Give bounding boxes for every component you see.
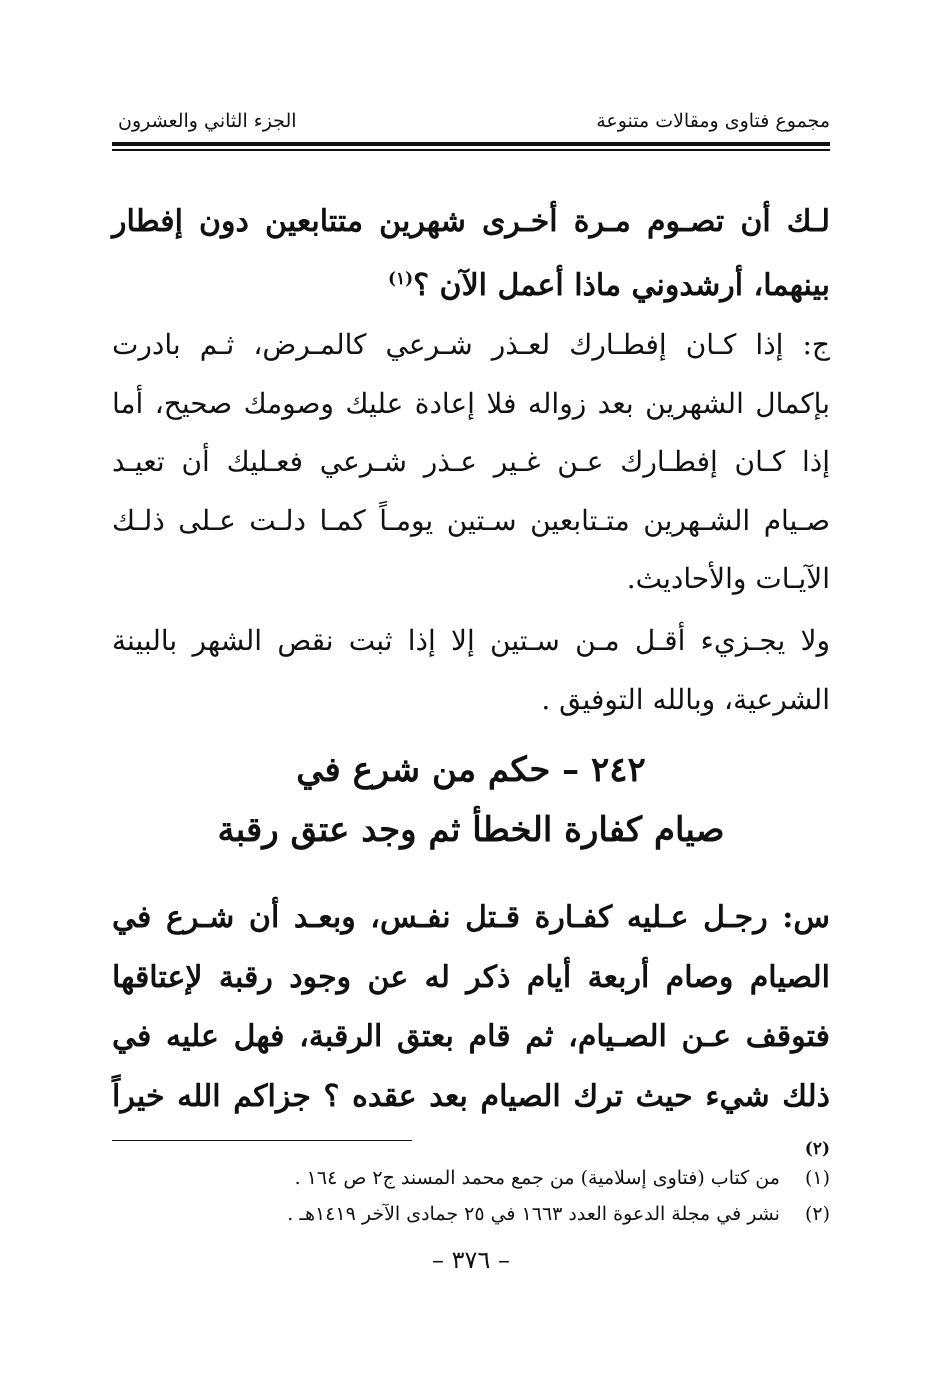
footnote-number: (٢) bbox=[804, 1203, 830, 1225]
fatwa-title-line-2: صيام كفارة الخطأ ثم وجد عتق رقبة bbox=[217, 810, 725, 850]
fatwa-title bbox=[112, 740, 830, 860]
document-page bbox=[112, 98, 830, 1298]
question-continuation-text: لـك أن تصـوم مـرة أخـرى شهرين متتابعين دون إفطار بينهما، أرشدوني ماذا أعمل الآن ؟ bbox=[112, 204, 830, 303]
footnotes bbox=[112, 1160, 830, 1232]
footnote-item bbox=[112, 1196, 830, 1232]
header-rule-thick bbox=[112, 142, 830, 146]
answer-paragraph-1: ج: إذا كـان إفطـارك لعـذر شـرعي كالمـرض، ثـم بادرت بإكمال الشهرين بعد زواله فلا إعادة عليك وصومك صحيح، أما إذا كـان إفطـارك عـن غـير عـذر شـرعي فعـليك أن تعيـد صـيام الشـهرين متـتابعين سـتين يومـاً كمـا دلـت عـلى ذلـك الآيـات والأحاديث. bbox=[112, 328, 830, 595]
page-number: – ٣٧٦ – bbox=[432, 1246, 510, 1274]
question-text: س: رجـل عـليه كفـارة قـتل نفـس، وبعـد أن شـرع في الصيام وصام أربعة أيام ذكر له عن وجود رقبة لإعتاقها فتوقف عـن الصـيام، ثم قام بعتق الرقبة، فهل عليه في ذلك شيء حيث ترك الصيام بعد عقده ؟ جزاكم الله خيراً bbox=[112, 900, 830, 1114]
footnote-separator bbox=[112, 1140, 412, 1141]
footnote-text: من كتاب (فتاوى إسلامية) من جمع محمد المسند ج٢ ص ١٦٤ . bbox=[294, 1167, 780, 1189]
book-title: مجموع فتاوى ومقالات متنوعة bbox=[596, 110, 830, 132]
header-rule-thin bbox=[112, 149, 830, 151]
footnote-ref-1: (١) bbox=[387, 269, 414, 289]
question-continuation bbox=[112, 190, 830, 318]
footnote-number: (١) bbox=[804, 1167, 830, 1189]
running-header bbox=[112, 110, 830, 144]
answer-paragraph-2: ولا يجـزيء أقـل مـن سـتين إلا إذا ثبت نقص الشهر بالبينة الشرعية، وبالله التوفيق . bbox=[112, 624, 830, 716]
footnote-text: نشر في مجلة الدعوة العدد ١٦٦٣ في ٢٥ جمادى الآخر ١٤١٩هـ . bbox=[287, 1203, 780, 1225]
footnote-item bbox=[112, 1160, 830, 1196]
footnote-ref-2: (٢) bbox=[804, 1139, 830, 1159]
fatwa-title-line-1: ٢٤٢ – حكم من شرع في bbox=[296, 750, 646, 790]
volume-label: الجزء الثاني والعشرون bbox=[118, 110, 297, 132]
